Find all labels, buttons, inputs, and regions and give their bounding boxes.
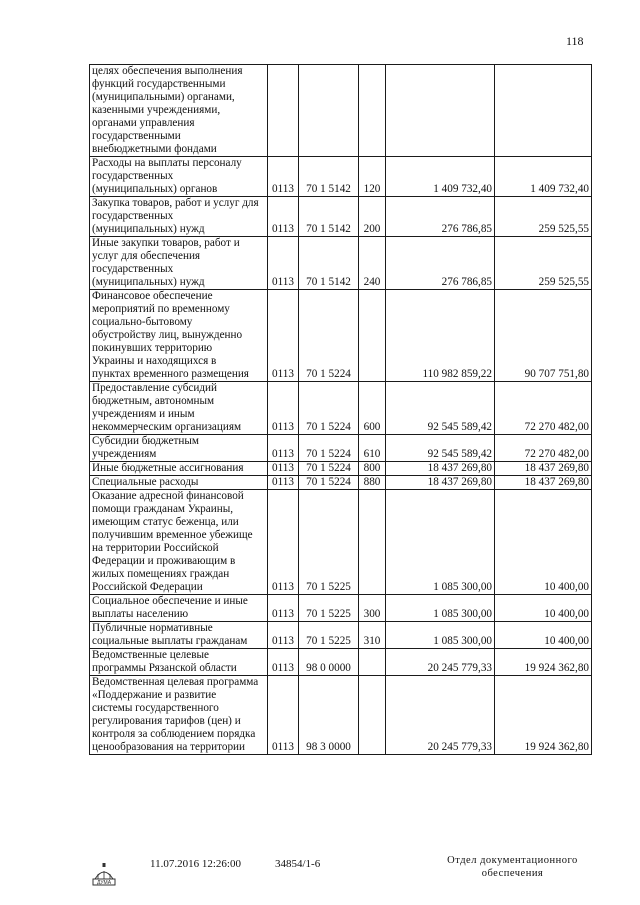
- cell-expense-type: 800: [359, 462, 386, 476]
- table-row: [90, 237, 592, 290]
- cell-section: 0113: [268, 197, 299, 237]
- table-row: [90, 290, 592, 382]
- cell-article: 70 1 5142: [299, 237, 359, 290]
- cell-name: Иные закупки товаров, работ и услуг для обеспечения государственных (муниципальных) нужд: [90, 237, 268, 290]
- cell-amount-approved: 1 409 732,40: [386, 157, 495, 197]
- budget-table-body: [90, 65, 592, 755]
- cell-amount-approved: 18 437 269,80: [386, 476, 495, 490]
- cell-section: 0113: [268, 237, 299, 290]
- cell-name: Субсидии бюджетным учреждениям: [90, 435, 268, 462]
- cell-amount-approved: 1 085 300,00: [386, 595, 495, 622]
- cell-expense-type: 880: [359, 476, 386, 490]
- table-row: [90, 157, 592, 197]
- table-row: [90, 462, 592, 476]
- page-number: 118: [566, 34, 584, 48]
- table-row: [90, 65, 592, 157]
- cell-expense-type: [359, 490, 386, 595]
- cell-amount-executed: 72 270 482,00: [495, 382, 592, 435]
- cell-amount-executed: 90 707 751,80: [495, 290, 592, 382]
- duma-logo-label: ДУМА: [96, 880, 112, 886]
- table-row: [90, 382, 592, 435]
- cell-amount-executed: 18 437 269,80: [495, 476, 592, 490]
- footer-department: Отдел документационного обеспечения: [447, 855, 578, 879]
- cell-name: Расходы на выплаты персоналу государственных (муниципальных) органов: [90, 157, 268, 197]
- cell-article: 70 1 5225: [299, 595, 359, 622]
- cell-section: 0113: [268, 595, 299, 622]
- cell-expense-type: 610: [359, 435, 386, 462]
- cell-article: [299, 65, 359, 157]
- cell-amount-approved: 92 545 589,42: [386, 435, 495, 462]
- cell-section: 0113: [268, 476, 299, 490]
- cell-amount-executed: 19 924 362,80: [495, 649, 592, 676]
- cell-article: 70 1 5224: [299, 435, 359, 462]
- cell-amount-executed: 259 525,55: [495, 197, 592, 237]
- cell-article: 70 1 5225: [299, 622, 359, 649]
- table-row: [90, 490, 592, 595]
- table-row: [90, 435, 592, 462]
- cell-amount-executed: 1 409 732,40: [495, 157, 592, 197]
- cell-article: 70 1 5224: [299, 476, 359, 490]
- cell-name: Закупка товаров, работ и услуг для государственных (муниципальных) нужд: [90, 197, 268, 237]
- cell-name: Ведомственные целевые программы Рязанской области: [90, 649, 268, 676]
- table-row: [90, 476, 592, 490]
- cell-amount-approved: 1 085 300,00: [386, 490, 495, 595]
- cell-article: 70 1 5142: [299, 197, 359, 237]
- cell-name: целях обеспечения выполнения функций государственными (муниципальными) органами, казенными учреждениями, органами управления государственными внебюджетными фондами: [90, 65, 268, 157]
- cell-amount-executed: 72 270 482,00: [495, 435, 592, 462]
- cell-expense-type: [359, 649, 386, 676]
- cell-name: Предоставление субсидий бюджетным, автономным учреждениям и иным некоммерческим организациям: [90, 382, 268, 435]
- cell-expense-type: 240: [359, 237, 386, 290]
- cell-expense-type: 120: [359, 157, 386, 197]
- cell-article: 70 1 5142: [299, 157, 359, 197]
- cell-name: Публичные нормативные социальные выплаты гражданам: [90, 622, 268, 649]
- cell-amount-approved: 110 982 859,22: [386, 290, 495, 382]
- cell-amount-approved: 18 437 269,80: [386, 462, 495, 476]
- cell-section: 0113: [268, 290, 299, 382]
- cell-article: 70 1 5224: [299, 462, 359, 476]
- cell-section: 0113: [268, 622, 299, 649]
- cell-amount-approved: 20 245 779,33: [386, 676, 495, 755]
- cell-section: 0113: [268, 649, 299, 676]
- cell-amount-approved: 92 545 589,42: [386, 382, 495, 435]
- table-row: [90, 595, 592, 622]
- cell-amount-executed: [495, 65, 592, 157]
- table-row: [90, 197, 592, 237]
- cell-amount-executed: 10 400,00: [495, 595, 592, 622]
- cell-section: 0113: [268, 490, 299, 595]
- cell-amount-executed: 18 437 269,80: [495, 462, 592, 476]
- cell-article: 70 1 5224: [299, 290, 359, 382]
- cell-name: Оказание адресной финансовой помощи гражданам Украины, имеющим статус беженца, или получившим временное убежище на территории Российской Федерации и проживающим в жилых помещениях граждан Российской Федерации: [90, 490, 268, 595]
- footer-datetime: 11.07.2016 12:26:00: [150, 858, 241, 870]
- table-row: [90, 676, 592, 755]
- cell-section: 0113: [268, 435, 299, 462]
- cell-amount-approved: 276 786,85: [386, 237, 495, 290]
- cell-expense-type: [359, 65, 386, 157]
- cell-amount-executed: 10 400,00: [495, 622, 592, 649]
- cell-section: 0113: [268, 157, 299, 197]
- budget-table: [89, 64, 592, 755]
- cell-name: Иные бюджетные ассигнования: [90, 462, 268, 476]
- cell-article: 70 1 5224: [299, 382, 359, 435]
- cell-amount-executed: 259 525,55: [495, 237, 592, 290]
- cell-amount-executed: 19 924 362,80: [495, 676, 592, 755]
- cell-expense-type: 600: [359, 382, 386, 435]
- table-row: [90, 649, 592, 676]
- cell-name: Социальное обеспечение и иные выплаты населению: [90, 595, 268, 622]
- footer-document-code: 34854/1-6: [275, 858, 321, 870]
- cell-article: 98 3 0000: [299, 676, 359, 755]
- duma-logo-icon: [89, 857, 119, 889]
- cell-expense-type: 310: [359, 622, 386, 649]
- table-row: [90, 622, 592, 649]
- cell-name: Ведомственная целевая программа «Поддержание и развитие системы государственного регулирования тарифов (цен) и контроля за соблюдением порядка ценообразования на территории: [90, 676, 268, 755]
- cell-section: 0113: [268, 462, 299, 476]
- cell-name: Финансовое обеспечение мероприятий по временному социально-бытовому обустройству лиц, вынужденно покинувших территорию Украины и находящихся в пунктах временного размещения: [90, 290, 268, 382]
- cell-amount-approved: [386, 65, 495, 157]
- cell-name: Специальные расходы: [90, 476, 268, 490]
- cell-expense-type: 200: [359, 197, 386, 237]
- cell-amount-executed: 10 400,00: [495, 490, 592, 595]
- cell-article: 70 1 5225: [299, 490, 359, 595]
- cell-amount-approved: 20 245 779,33: [386, 649, 495, 676]
- cell-amount-approved: 276 786,85: [386, 197, 495, 237]
- cell-expense-type: [359, 676, 386, 755]
- cell-article: 98 0 0000: [299, 649, 359, 676]
- cell-amount-approved: 1 085 300,00: [386, 622, 495, 649]
- cell-section: [268, 65, 299, 157]
- cell-expense-type: [359, 290, 386, 382]
- cell-section: 0113: [268, 676, 299, 755]
- cell-expense-type: 300: [359, 595, 386, 622]
- cell-section: 0113: [268, 382, 299, 435]
